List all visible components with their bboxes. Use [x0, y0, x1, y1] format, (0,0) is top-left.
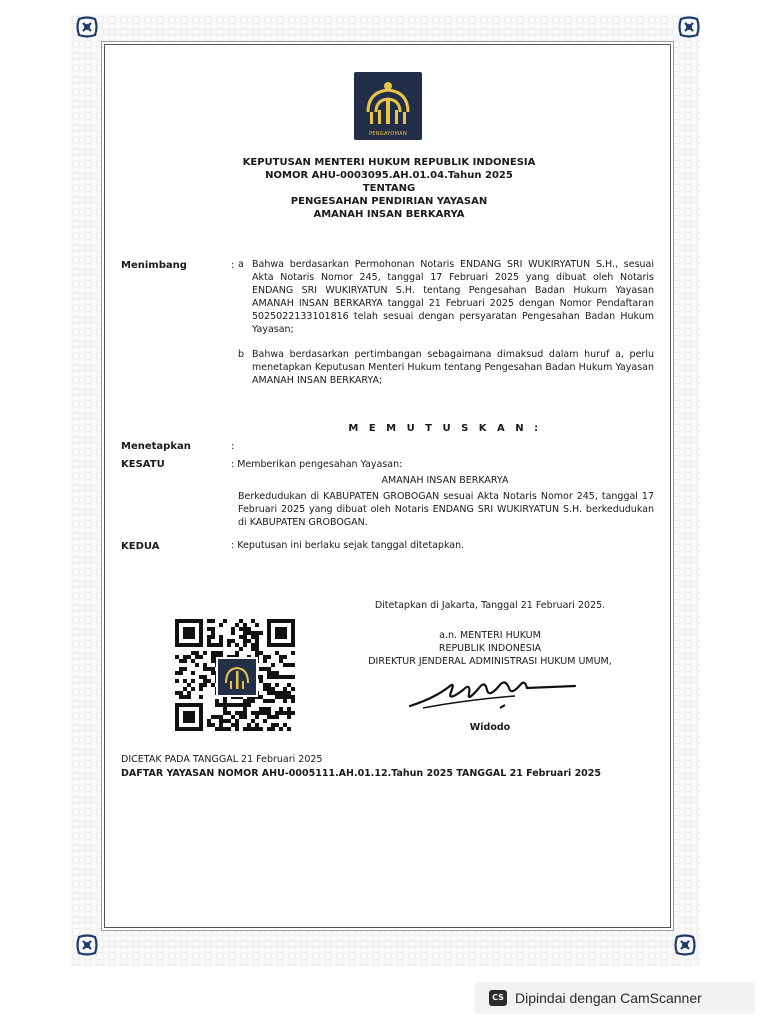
- point-text: Bahwa berdasarkan Permohonan Notaris ENDANG SRI WUKIRYATUN S.H., sesuai Akta Notaris Nomor 245, tanggal 17 Februari 2025 yang dibuat oleh Notaris ENDANG SRI WUKIRYATUN S.H. tentang Pengesahan Badan Hukum Yayasan AMANAH INSAN BERKARYA tanggal 21 Februari 2025 dengan Nomor Pendaftaran 5025022133101816 telah sesuai dengan persyaratan Pengesahan Badan Hukum Yayasan;: [252, 259, 654, 335]
- camscanner-logo-icon: CS: [489, 990, 507, 1006]
- signer-name: Widodo: [469, 722, 511, 733]
- kesatu-label: KESATU: [121, 459, 165, 470]
- heading-line: KEPUTUSAN MENTERI HUKUM REPUBLIK INDONESIA: [242, 157, 536, 168]
- signatory-block: [350, 629, 630, 668]
- an-line: a.n. MENTERI HUKUM: [439, 630, 541, 641]
- qr-code: [175, 619, 295, 731]
- heading-line: AMANAH INSAN BERKARYA: [313, 209, 465, 220]
- document-heading: [204, 156, 574, 221]
- menetapkan-colon: :: [231, 441, 235, 452]
- kedua-text: : Keputusan ini berlaku sejak tanggal ditetapkan.: [231, 540, 465, 551]
- kesatu-text: : Memberikan pengesahan Yayasan:: [231, 459, 403, 470]
- point-index: a: [238, 259, 244, 270]
- corner-ornament-icon: [76, 934, 98, 956]
- printed-date: DICETAK PADA TANGGAL 21 Februari 2025: [121, 754, 323, 765]
- handwritten-signature-icon: [405, 668, 580, 716]
- menimbang-point-a: [238, 258, 654, 336]
- memutuskan-title: M E M U T U S K A N :: [348, 423, 542, 434]
- corner-ornament-icon: [674, 934, 696, 956]
- point-text: Bahwa berdasarkan pertimbangan sebagaimana dimaksud dalam huruf a, perlu menetapkan Keputusan Menteri Hukum tentang Pengesahan Badan Hukum Yayasan AMANAH INSAN BERKARYA;: [252, 349, 654, 386]
- country-line: REPUBLIK INDONESIA: [438, 643, 542, 654]
- emblem-caption: PENGAYOMAN: [368, 131, 407, 137]
- position-line: DIREKTUR JENDERAL ADMINISTRASI HUKUM UMUM,: [368, 656, 612, 667]
- kedua-label: KEDUA: [121, 541, 160, 552]
- register-number: DAFTAR YAYASAN NOMOR AHU-0005111.AH.01.12.Tahun 2025 TANGGAL 21 Februari 2025: [121, 768, 602, 779]
- corner-ornament-icon: [76, 16, 98, 38]
- menimbang-label: Menimbang: [121, 260, 187, 271]
- heading-line: NOMOR AHU-0003095.AH.01.04.Tahun 2025: [265, 170, 513, 181]
- heading-line: PENGESAHAN PENDIRIAN YAYASAN: [290, 196, 488, 207]
- menetapkan-label: Menetapkan: [121, 441, 191, 452]
- kesatu-detail: Berkedudukan di KABUPATEN GROBOGAN sesuai Akta Notaris Nomor 245, tanggal 17 Februari 2025 yang dibuat oleh Notaris ENDANG SRI WUKIRYATUN S.H. berkedudukan di KABUPATEN GROBOGAN.: [238, 491, 654, 528]
- foundation-name: AMANAH INSAN BERKARYA: [381, 475, 509, 486]
- heading-line: TENTANG: [362, 183, 416, 194]
- menimbang-point-b: [238, 348, 654, 387]
- point-index: b: [238, 349, 245, 360]
- camscanner-watermark: [475, 982, 755, 1014]
- place-date-line: Ditetapkan di Jakarta, Tanggal 21 Februari 2025.: [374, 600, 606, 611]
- menimbang-colon: :: [231, 260, 235, 271]
- corner-ornament-icon: [678, 16, 700, 38]
- camscanner-text: Dipindai dengan CamScanner: [515, 990, 702, 1006]
- qr-emblem-icon: [216, 657, 258, 697]
- pengayoman-emblem-icon: [354, 72, 422, 140]
